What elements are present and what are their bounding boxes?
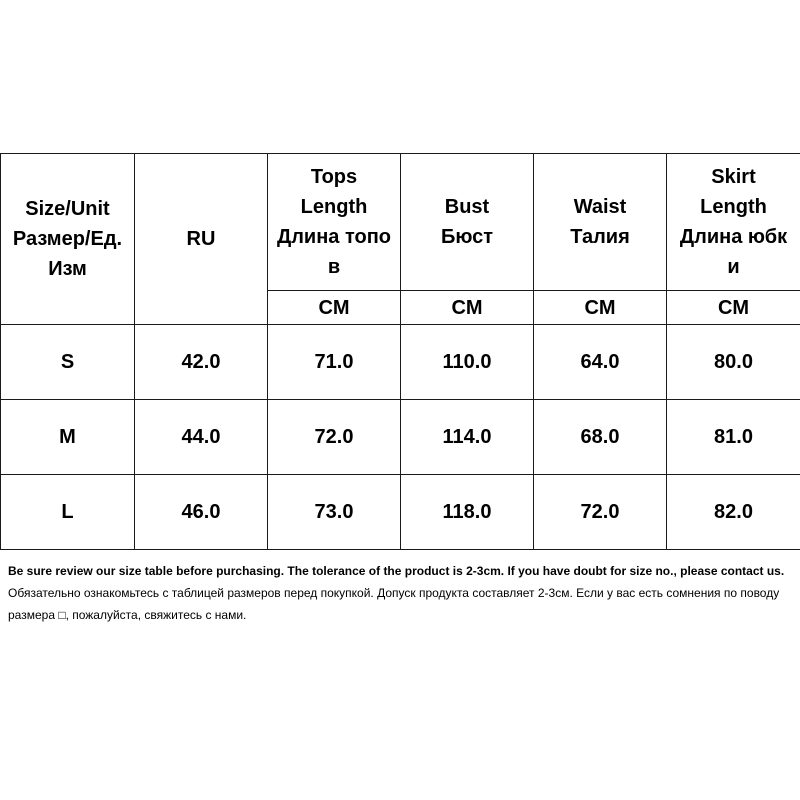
value-cell: 114.0: [401, 400, 534, 475]
unit-cell: CM: [401, 291, 534, 325]
value-cell: 110.0: [401, 325, 534, 400]
size-cell: M: [1, 400, 135, 475]
header-skirt-length: Skirt Length Длина юбк и: [667, 154, 800, 291]
size-table: [0, 153, 800, 550]
size-cell: S: [1, 325, 135, 400]
header-size-unit: Size/Unit Размер/Ед. Изм: [1, 154, 135, 325]
header-tops-length: Tops Length Длина топо в: [268, 154, 401, 291]
size-cell: L: [1, 475, 135, 550]
header-bust: Bust Бюст: [401, 154, 534, 291]
value-cell: 72.0: [268, 400, 401, 475]
value-cell: 80.0: [667, 325, 800, 400]
table-row: [1, 475, 800, 550]
header-row: [1, 154, 800, 291]
unit-cell: CM: [667, 291, 800, 325]
table-row: [1, 400, 800, 475]
value-cell: 81.0: [667, 400, 800, 475]
unit-cell: CM: [268, 291, 401, 325]
value-cell: 71.0: [268, 325, 401, 400]
value-cell: 118.0: [401, 475, 534, 550]
note-russian: Обязательно ознакомьтесь с таблицей размеров перед покупкой. Допуск продукта составляет 2-3см. Если у вас есть сомнения по поводу размера □, пожалуйста, свяжитесь с нами.: [8, 586, 780, 622]
table-row: [1, 325, 800, 400]
value-cell: 82.0: [667, 475, 800, 550]
size-notes: [8, 560, 798, 626]
value-cell: 42.0: [135, 325, 268, 400]
value-cell: 73.0: [268, 475, 401, 550]
unit-cell: CM: [534, 291, 667, 325]
header-waist: Waist Талия: [534, 154, 667, 291]
value-cell: 72.0: [534, 475, 667, 550]
value-cell: 46.0: [135, 475, 268, 550]
header-ru: RU: [135, 154, 268, 325]
value-cell: 44.0: [135, 400, 268, 475]
value-cell: 64.0: [534, 325, 667, 400]
note-english: Be sure review our size table before purchasing. The tolerance of the product is 2-3cm. If you have doubt for size no., please contact us.: [8, 564, 785, 578]
value-cell: 68.0: [534, 400, 667, 475]
